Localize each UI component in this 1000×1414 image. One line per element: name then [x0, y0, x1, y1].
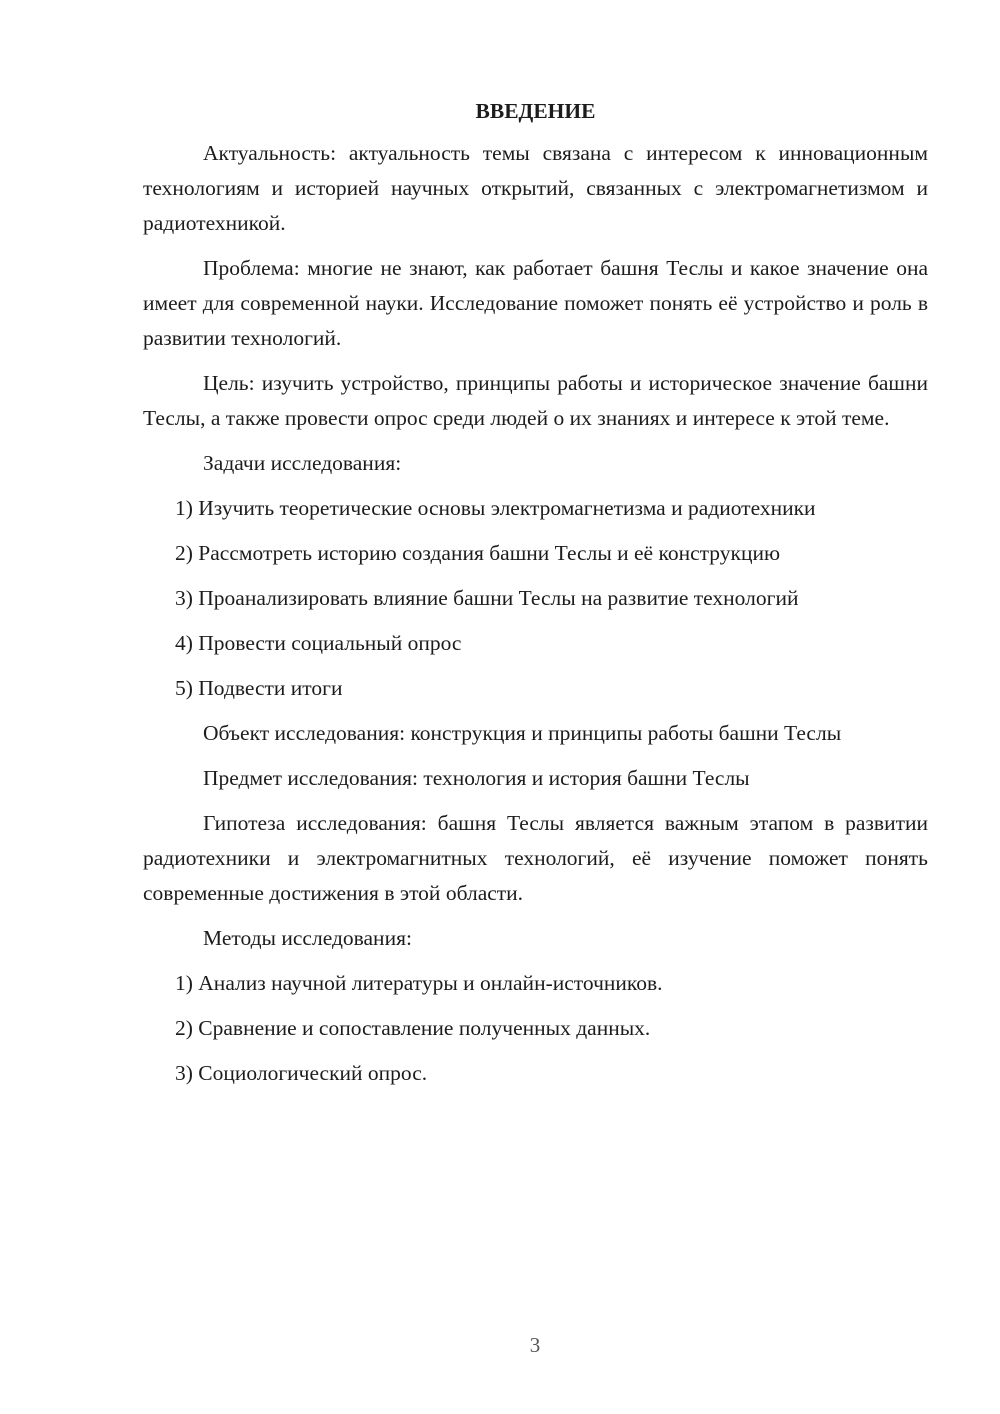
task-item: 4) Провести социальный опрос: [175, 631, 462, 655]
hypothesis-paragraph: Гипотеза исследования: башня Теслы является важным этапом в развитии радиотехники и электромагнитных технологий, её изучение поможет понять современные достижения в этой области.: [143, 811, 928, 905]
method-item: 2) Сравнение и сопоставление полученных данных.: [175, 1016, 651, 1040]
tasks-title: Задачи исследования:: [203, 451, 402, 475]
task-item: 3) Проанализировать влияние башни Теслы на развитие технологий: [175, 586, 799, 610]
relevance-paragraph: Актуальность: актуальность темы связана с интересом к инновационным технологиям и историей научных открытий, связанных с электромагнетизмом и радиотехникой.: [143, 141, 928, 235]
problem-paragraph: Проблема: многие не знают, как работает башня Теслы и какое значение она имеет для современной науки. Исследование поможет понять её устройство и роль в развитии технологий.: [143, 256, 928, 350]
task-item: 5) Подвести итоги: [175, 676, 343, 700]
section-heading: ВВЕДЕНИЕ: [475, 99, 596, 123]
task-item: 1) Изучить теоретические основы электромагнетизма и радиотехники: [175, 496, 816, 520]
page-number: 3: [529, 1333, 541, 1357]
task-item: 2) Рассмотреть историю создания башни Теслы и её конструкцию: [175, 541, 781, 565]
page-content: [143, 96, 928, 1101]
method-item: 3) Социологический опрос.: [175, 1061, 428, 1085]
methods-title: Методы исследования:: [203, 926, 412, 950]
goal-paragraph: Цель: изучить устройство, принципы работы и историческое значение башни Теслы, а также провести опрос среди людей о их знаниях и интересе к этой теме.: [143, 371, 928, 430]
object-paragraph: Объект исследования: конструкция и принципы работы башни Теслы: [203, 721, 842, 745]
method-item: 1) Анализ научной литературы и онлайн-источников.: [175, 971, 663, 995]
subject-paragraph: Предмет исследования: технология и история башни Теслы: [203, 766, 750, 790]
